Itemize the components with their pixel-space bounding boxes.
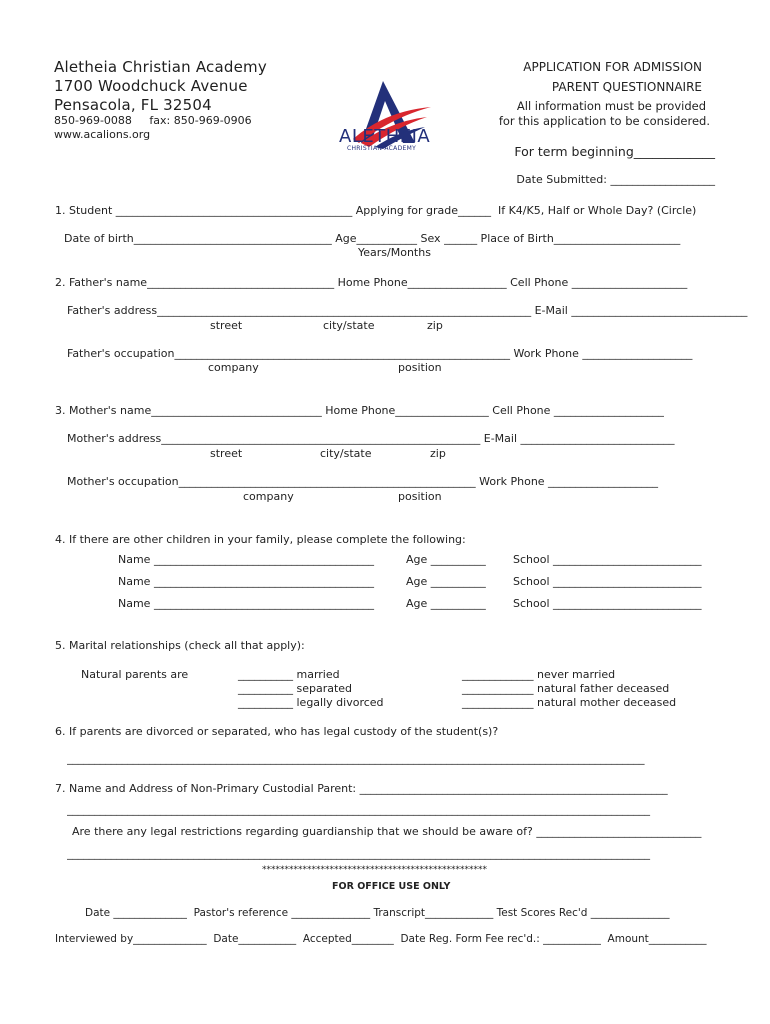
q7-prompt[interactable]: 7. Name and Address of Non-Primary Custodial Parent: ________________________________________________________: [55, 782, 668, 795]
q3-citystate-label: city/state: [320, 447, 372, 460]
q4-prompt: 4. If there are other children in your family, please complete the following:: [55, 533, 466, 546]
office-row-2[interactable]: Interviewed by______________ Date___________ Accepted________ Date Reg. Form Fee rec'd.: ___________ Amount___________: [55, 933, 707, 945]
school-website: www.acalions.org: [54, 128, 151, 141]
q5-mother-deceased-option[interactable]: _____________ natural mother deceased: [462, 696, 677, 709]
q6-answer-line[interactable]: _________________________________________________________________________________________________________: [67, 752, 645, 765]
q1-student-line[interactable]: 1. Student ___________________________________________ Applying for grade______ If K4/K5, Half or Whole Day? (Circle): [55, 204, 697, 217]
q4-child-school-1[interactable]: School ___________________________: [513, 553, 702, 566]
term-beginning-field[interactable]: For term beginning_____________: [514, 144, 715, 159]
school-phone-fax: 850-969-0088 fax: 850-969-0906: [54, 114, 252, 127]
q3-position-label: position: [398, 490, 442, 503]
q4-child-name-3[interactable]: Name ________________________________________: [118, 597, 374, 610]
title-note-1: All information must be provided: [516, 99, 706, 113]
q2-father-occupation-line[interactable]: Father's occupation_____________________________________________________________ Work Phone ____________________: [67, 347, 693, 360]
q5-never-married-option[interactable]: _____________ never married: [462, 668, 616, 681]
title-questionnaire: PARENT QUESTIONNAIRE: [551, 80, 702, 94]
q4-child-age-2[interactable]: Age __________: [406, 575, 486, 588]
q1-years-months-label: Years/Months: [358, 246, 431, 259]
q5-natural-parents-label: Natural parents are: [81, 668, 189, 681]
q6-prompt: 6. If parents are divorced or separated, who has legal custody of the student(s)?: [55, 725, 499, 738]
q4-child-school-3[interactable]: School ___________________________: [513, 597, 702, 610]
office-divider-stars: **************************************************: [262, 865, 487, 875]
q2-father-address-line[interactable]: Father's address____________________________________________________________________ E-Mail ________________________________: [67, 304, 748, 317]
school-address: 1700 Woodchuck Avenue: [54, 77, 248, 95]
q1-dob-line[interactable]: Date of birth____________________________________ Age___________ Sex ______ Place of Birth_______________________: [64, 232, 681, 245]
q5-married-option[interactable]: __________ married: [238, 668, 340, 681]
q3-mother-occupation-line[interactable]: Mother's occupation______________________________________________________ Work Phone ____________________: [67, 475, 659, 488]
school-city: Pensacola, FL 32504: [54, 96, 212, 114]
q5-divorced-option[interactable]: __________ legally divorced: [238, 696, 384, 709]
q3-mother-address-line[interactable]: Mother's address__________________________________________________________ E-Mail ____________________________: [67, 432, 675, 445]
q4-child-name-1[interactable]: Name ________________________________________: [118, 553, 374, 566]
q3-zip-label: zip: [430, 447, 446, 460]
q5-separated-option[interactable]: __________ separated: [238, 682, 353, 695]
q2-zip-label: zip: [427, 319, 443, 332]
q3-company-label: company: [243, 490, 294, 503]
q5-prompt: 5. Marital relationships (check all that apply):: [55, 639, 305, 652]
logo-word: ALETHEIA: [339, 126, 431, 147]
q5-father-deceased-option[interactable]: _____________ natural father deceased: [462, 682, 670, 695]
q2-citystate-label: city/state: [323, 319, 375, 332]
q7-answer-line-2[interactable]: __________________________________________________________________________________________________________: [67, 847, 650, 860]
q4-child-age-3[interactable]: Age __________: [406, 597, 486, 610]
school-name: Aletheia Christian Academy: [54, 58, 267, 76]
school-logo: [335, 58, 435, 158]
q2-street-label: street: [210, 319, 243, 332]
q2-company-label: company: [208, 361, 259, 374]
q7-answer-line-1[interactable]: __________________________________________________________________________________________________________: [67, 803, 650, 816]
q4-child-school-2[interactable]: School ___________________________: [513, 575, 702, 588]
q7-restrictions-line[interactable]: Are there any legal restrictions regarding guardianship that we should be aware of? ______________________________: [72, 825, 702, 838]
q4-child-age-1[interactable]: Age __________: [406, 553, 486, 566]
q3-mother-name-line[interactable]: 3. Mother's name_______________________________ Home Phone_________________ Cell Phone ____________________: [55, 404, 664, 417]
office-row-1[interactable]: Date ______________ Pastor's reference _______________ Transcript_____________ Test Scores Rec'd _______________: [85, 907, 670, 919]
q3-street-label: street: [210, 447, 243, 460]
q2-position-label: position: [398, 361, 442, 374]
logo-sub: CHRISTIAN ACADEMY: [347, 145, 417, 152]
date-submitted-field[interactable]: Date Submitted: ___________________: [516, 173, 715, 186]
title-application: APPLICATION FOR ADMISSION: [523, 60, 702, 74]
q2-father-name-line[interactable]: 2. Father's name__________________________________ Home Phone__________________ Cell Phone _____________________: [55, 276, 688, 289]
office-heading: FOR OFFICE USE ONLY: [332, 881, 451, 892]
title-note-2: for this application to be considered.: [498, 114, 710, 128]
q4-child-name-2[interactable]: Name ________________________________________: [118, 575, 374, 588]
